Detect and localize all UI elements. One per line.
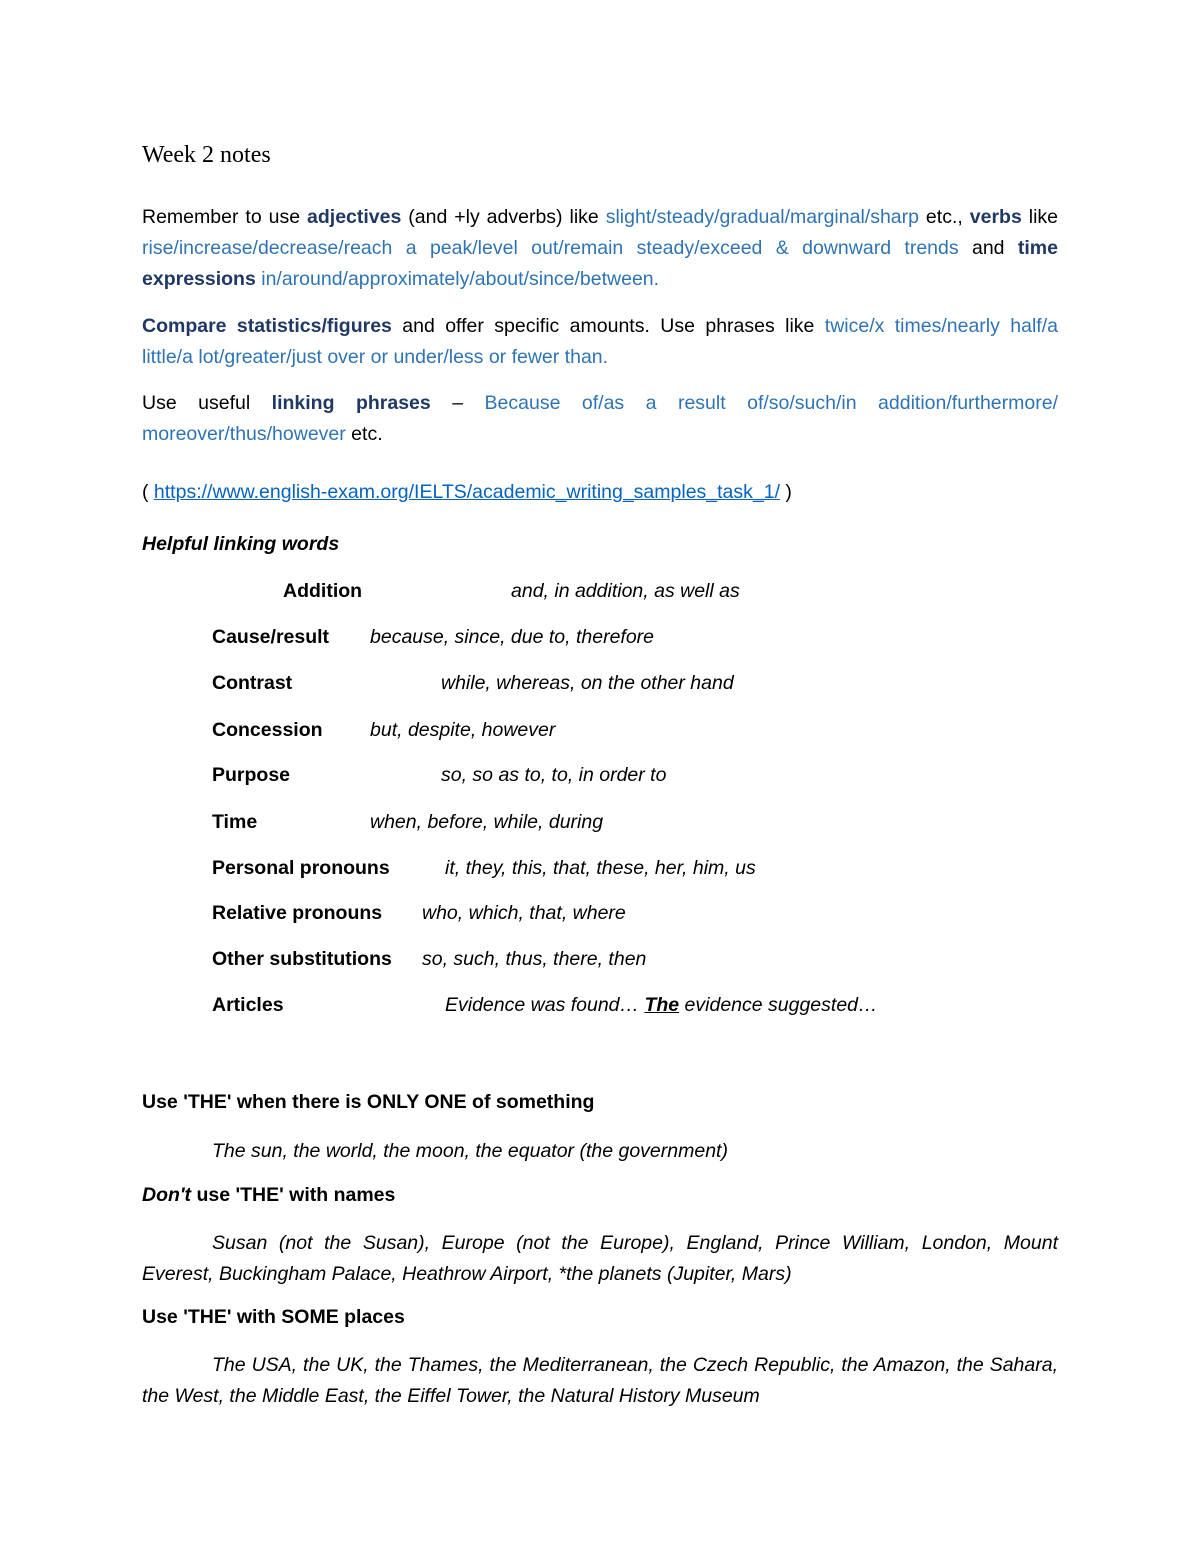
page-title: Week 2 notes [142,142,271,168]
keyword-verbs: verbs [969,206,1022,228]
linking-term: Cause/result [212,626,330,648]
linking-examples: so, so as to, to, in order to [441,764,667,786]
section-body-the-places: The USA, the UK, the Thames, the Mediterranean, the Czech Republic, the Amazon, the Sahara, the West, the Middle East, the Eiffel Tower, the Natural History Museum [142,1354,1058,1407]
reference-link[interactable]: https://www.english-exam.org/IELTS/academic_writing_samples_task_1/ [153,481,781,503]
linking-phrase-list: Because of/as a result of/so/such/in addition/furthermore/ moreover/thus/however [142,392,1058,445]
keyword-linking-phrases: linking phrases [271,392,431,414]
paragraph-adjectives-verbs [142,202,1058,295]
text-run: evidence suggested… [679,994,878,1016]
text-run: Evidence was found… [445,994,645,1016]
linking-term: Contrast [212,672,293,694]
text-run: Use useful [142,392,272,414]
text-run: ( [142,481,154,503]
adjective-list: slight/steady/gradual/marginal/sharp [605,206,919,228]
keyword-time-expressions: time expressions [142,237,1058,290]
linking-examples: because, since, due to, therefore [370,626,655,648]
linking-term: Personal pronouns [212,857,390,879]
text-run: etc. [345,423,383,445]
section-body-the-names: Susan (not the Susan), Europe (not the Europe), England, Prince William, London, Mount Everest, Buckingham Palace, Heathrow Airport, *the planets (Jupiter, Mars) [142,1232,1058,1285]
linking-term: Concession [212,719,323,741]
linking-examples: and, in addition, as well as [511,580,740,602]
reference-url-line [142,477,1058,508]
linking-term: Time [212,811,258,833]
linking-examples: while, whereas, on the other hand [441,672,734,694]
paragraph-compare [142,311,1058,373]
linking-examples: it, they, this, that, these, her, him, us [445,857,756,879]
text-run: ) [780,481,792,503]
linking-examples: when, before, while, during [370,811,604,833]
linking-examples: so, such, thus, there, then [422,948,647,970]
time-expression-list: in/around/approximately/about/since/between. [261,268,660,290]
underlined-the: The [644,994,680,1016]
linking-words-heading: Helpful linking words [142,533,340,555]
text-run: use 'THE' with names [191,1184,396,1206]
text-run: – [430,392,485,414]
text-run: (and +ly adverbs) like [401,206,606,228]
section-heading-the-one: Use 'THE' when there is ONLY ONE of something [142,1091,595,1113]
linking-examples: who, which, that, where [422,902,626,924]
linking-term: Other substitutions [212,948,392,970]
section-heading-the-places: Use 'THE' with SOME places [142,1306,405,1328]
paragraph-linking [142,388,1058,450]
linking-term: Relative pronouns [212,902,383,924]
section-heading-the-names [142,1184,395,1207]
linking-examples [445,994,878,1017]
linking-examples: but, despite, however [370,719,556,741]
verb-list: rise/increase/decrease/reach a peak/level out/remain steady/exceed & downward trends [142,237,959,259]
text-run: Remember to use [142,206,308,228]
text-run: and offer specific amounts. Use phrases like [391,315,825,337]
section-body-the-one: The sun, the world, the moon, the equator (the government) [212,1140,728,1162]
text-run: Don't [142,1184,192,1206]
keyword-compare: Compare statistics/figures [142,315,392,337]
keyword-adjectives: adjectives [307,206,402,228]
linking-term: Articles [212,994,284,1016]
text-run: like [1021,206,1059,228]
text-run: and [958,237,1018,259]
comparison-phrase-list: twice/x times/nearly half/a little/a lot/greater/just over or under/less or fewer than. [142,315,1058,368]
text-run: etc., [918,206,970,228]
linking-term: Purpose [212,764,291,786]
linking-term: Addition [283,580,363,602]
